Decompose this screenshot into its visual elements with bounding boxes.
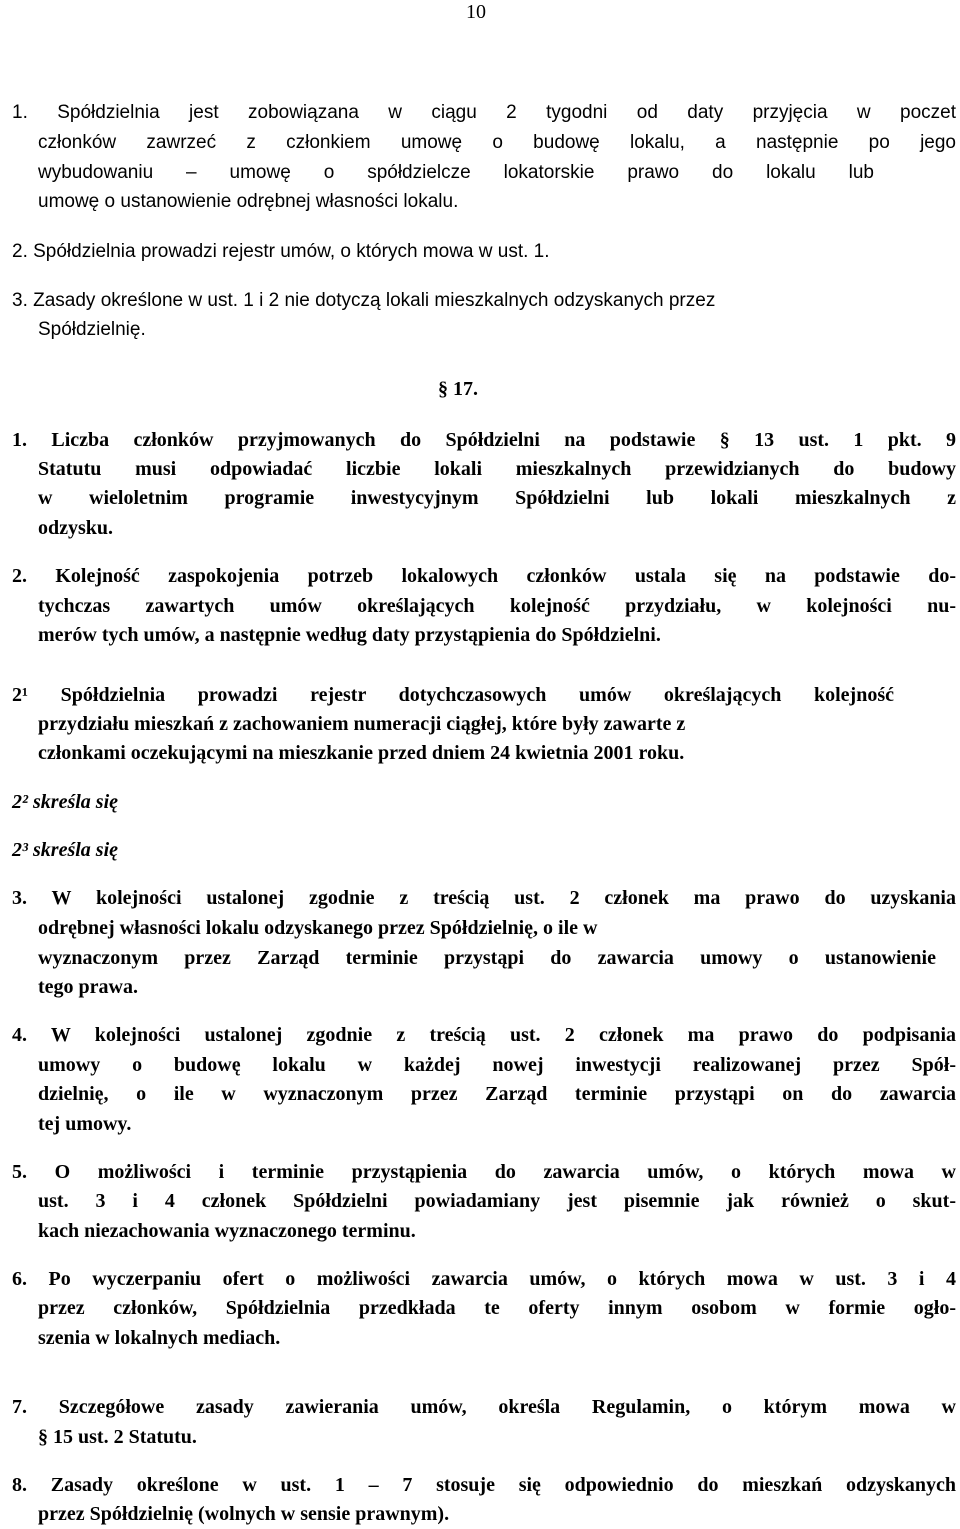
text-line: dzielnię, o ile w wyznaczonym przez Zarząd terminie przystąpi on do zawarcia	[38, 1083, 956, 1105]
text-line: 2³ skreśla się	[12, 839, 118, 861]
text-line: ust. 3 i 4 członek Spółdzielni powiadamiany jest pisemnie jak również o skut-	[38, 1190, 956, 1212]
text-line: wyznaczonym przez Zarząd terminie przystąpi do zawarcia umowy o ustanowienie	[38, 947, 936, 969]
text-line: tego prawa.	[38, 976, 138, 998]
text-line: 7. Szczegółowe zasady zawierania umów, określa Regulamin, o którym mowa w	[12, 1396, 956, 1418]
text-line: 2² skreśla się	[12, 791, 118, 813]
text-line: w wieloletnim programie inwestycyjnym Spółdzielni lub lokali mieszkalnych z	[38, 487, 956, 509]
text-line: 4. W kolejności ustalonej zgodnie z treścią ust. 2 członek ma prawo do podpisania	[12, 1024, 956, 1046]
text-line: § 15 ust. 2 Statutu.	[38, 1426, 197, 1448]
text-line: członków zawrzeć z członkiem umowę o budowę lokalu, a następnie po jego	[38, 132, 956, 153]
text-line: 2¹ Spółdzielnia prowadzi rejestr dotychczasowych umów określających kolejność	[12, 684, 894, 706]
text-line: kach niezachowania wyznaczonego terminu.	[38, 1220, 416, 1242]
text-line: 3. Zasady określone w ust. 1 i 2 nie dotyczą lokali mieszkalnych odzyskanych przez	[12, 290, 716, 311]
text-line: 8. Zasady określone w ust. 1 – 7 stosuje się odpowiednio do mieszkań odzyskanych	[12, 1474, 956, 1496]
text-line: umowy o budowę lokalu w każdej nowej inwestycji realizowanej przez Spół-	[38, 1054, 956, 1076]
text-line: 2. Spółdzielnia prowadzi rejestr umów, o których mowa w ust. 1.	[12, 241, 550, 262]
text-line: merów tych umów, a następnie według daty przystąpienia do Spółdzielni.	[38, 624, 661, 646]
text-line: wybudowaniu – umowę o spółdzielcze lokatorskie prawo do lokalu lub	[38, 162, 874, 183]
text-line: przez Spółdzielnię (wolnych w sensie prawnym).	[38, 1503, 450, 1525]
text-line: 1. Liczba członków przyjmowanych do Spółdzielni na podstawie § 13 ust. 1 pkt. 9	[12, 429, 956, 451]
section-heading: § 17.	[438, 378, 478, 400]
text-line: członkami oczekującymi na mieszkanie przed dniem 24 kwietnia 2001 roku.	[38, 742, 685, 764]
text-line: tychczas zawartych umów określających kolejność przydziału, w kolejności nu-	[38, 595, 956, 617]
text-line: Statutu musi odpowiadać liczbie lokali mieszkalnych przewidzianych do budowy	[38, 458, 956, 480]
text-line: 1. Spółdzielnia jest zobowiązana w ciągu 2 tygodni od daty przyjęcia w poczet	[12, 102, 956, 123]
text-line: umowę o ustanowienie odrębnej własności lokalu.	[38, 191, 459, 212]
text-line: odzysku.	[38, 517, 114, 539]
text-line: Spółdzielnię.	[38, 319, 146, 340]
text-line: przydziału mieszkań z zachowaniem numeracji ciągłej, które były zawarte z	[38, 713, 686, 735]
text-line: szenia w lokalnych mediach.	[38, 1327, 281, 1349]
text-line: 2. Kolejność zaspokojenia potrzeb lokalowych członków ustala się na podstawie do-	[12, 565, 956, 587]
text-line: tej umowy.	[38, 1113, 132, 1135]
text-line: odrębnej własności lokalu odzyskanego przez Spółdzielnię, o ile w	[38, 917, 598, 939]
page-number: 10	[466, 1, 486, 23]
text-line: 6. Po wyczerpaniu ofert o możliwości zawarcia umów, o których mowa w ust. 3 i 4	[12, 1268, 956, 1290]
text-line: 3. W kolejności ustalonej zgodnie z treścią ust. 2 członek ma prawo do uzyskania	[12, 887, 956, 909]
text-line: przez członków, Spółdzielnia przedkłada te oferty innym osobom w formie ogło-	[38, 1297, 956, 1319]
text-line: 5. O możliwości i terminie przystąpienia do zawarcia umów, o których mowa w	[12, 1161, 956, 1183]
